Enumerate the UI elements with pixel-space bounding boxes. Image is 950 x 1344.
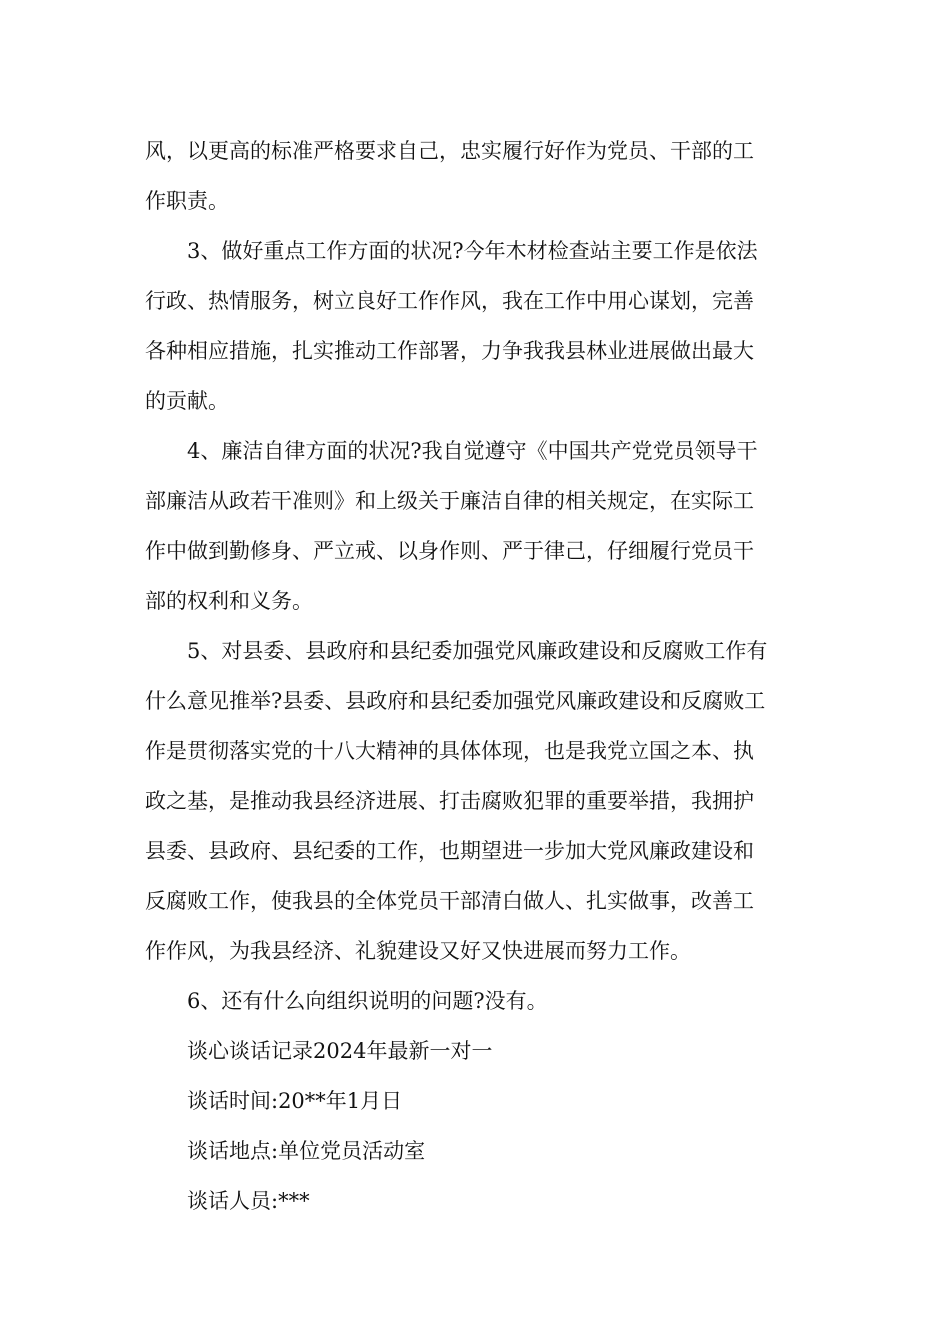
text-line: 部的权利和义务。 xyxy=(145,589,313,613)
paragraph-other-issues xyxy=(145,976,810,1026)
text-line: 反腐败工作，使我县的全体党员干部清白做人、扎实做事，改善工 xyxy=(145,889,754,913)
text-line: 风，以更高的标准严格要求自己，忠实履行好作为党员、干部的工 xyxy=(145,139,754,163)
text-line: 3、做好重点工作方面的状况?今年木材检查站主要工作是依法 xyxy=(187,239,758,263)
paragraph-suggestions xyxy=(145,626,810,976)
text-line: 政之基，是推动我县经济进展、打击腐败犯罪的重要举措，我拥护 xyxy=(145,789,754,813)
paragraph-work-style-continued xyxy=(145,126,810,226)
paragraph-key-work xyxy=(145,226,810,426)
meeting-place: 谈话地点:单位党员活动室 xyxy=(187,1139,426,1163)
text-line: 各种相应措施，扎实推动工作部署，力争我我县林业进展做出最大 xyxy=(145,339,754,363)
text-line: 作作风，为我县经济、礼貌建设又好又快进展而努力工作。 xyxy=(145,939,691,963)
text-line: 4、廉洁自律方面的状况?我自觉遵守《中国共产党党员领导干 xyxy=(187,439,758,463)
text-line: 的贡献。 xyxy=(145,389,229,413)
text-line: 什么意见推举?县委、县政府和县纪委加强党风廉政建设和反腐败工 xyxy=(145,689,766,713)
text-line: 行政、热情服务，树立良好工作作风，我在工作中用心谋划，完善 xyxy=(145,289,754,313)
meeting-people: 谈话人员:*** xyxy=(187,1189,310,1213)
text-line: 作中做到勤修身、严立戒、以身作则、严于律己，仔细履行党员干 xyxy=(145,539,754,563)
text-line: 部廉洁从政若干准则》和上级关于廉洁自律的相关规定，在实际工 xyxy=(145,489,754,513)
document-page xyxy=(145,126,810,1226)
text-line: 6、还有什么向组织说明的问题?没有。 xyxy=(187,989,548,1013)
paragraph-self-discipline xyxy=(145,426,810,626)
meeting-time: 谈话时间:20**年1月日 xyxy=(187,1089,403,1113)
text-line: 作职责。 xyxy=(145,189,229,213)
text-line: 5、对县委、县政府和县纪委加强党风廉政建设和反腐败工作有 xyxy=(187,639,768,663)
text-line: 县委、县政府、县纪委的工作，也期望进一步加大党风廉政建设和 xyxy=(145,839,754,863)
text-line: 作是贯彻落实党的十八大精神的具体体现，也是我党立国之本、执 xyxy=(145,739,754,763)
section-title: 谈心谈话记录2024年最新一对一 xyxy=(187,1039,493,1063)
